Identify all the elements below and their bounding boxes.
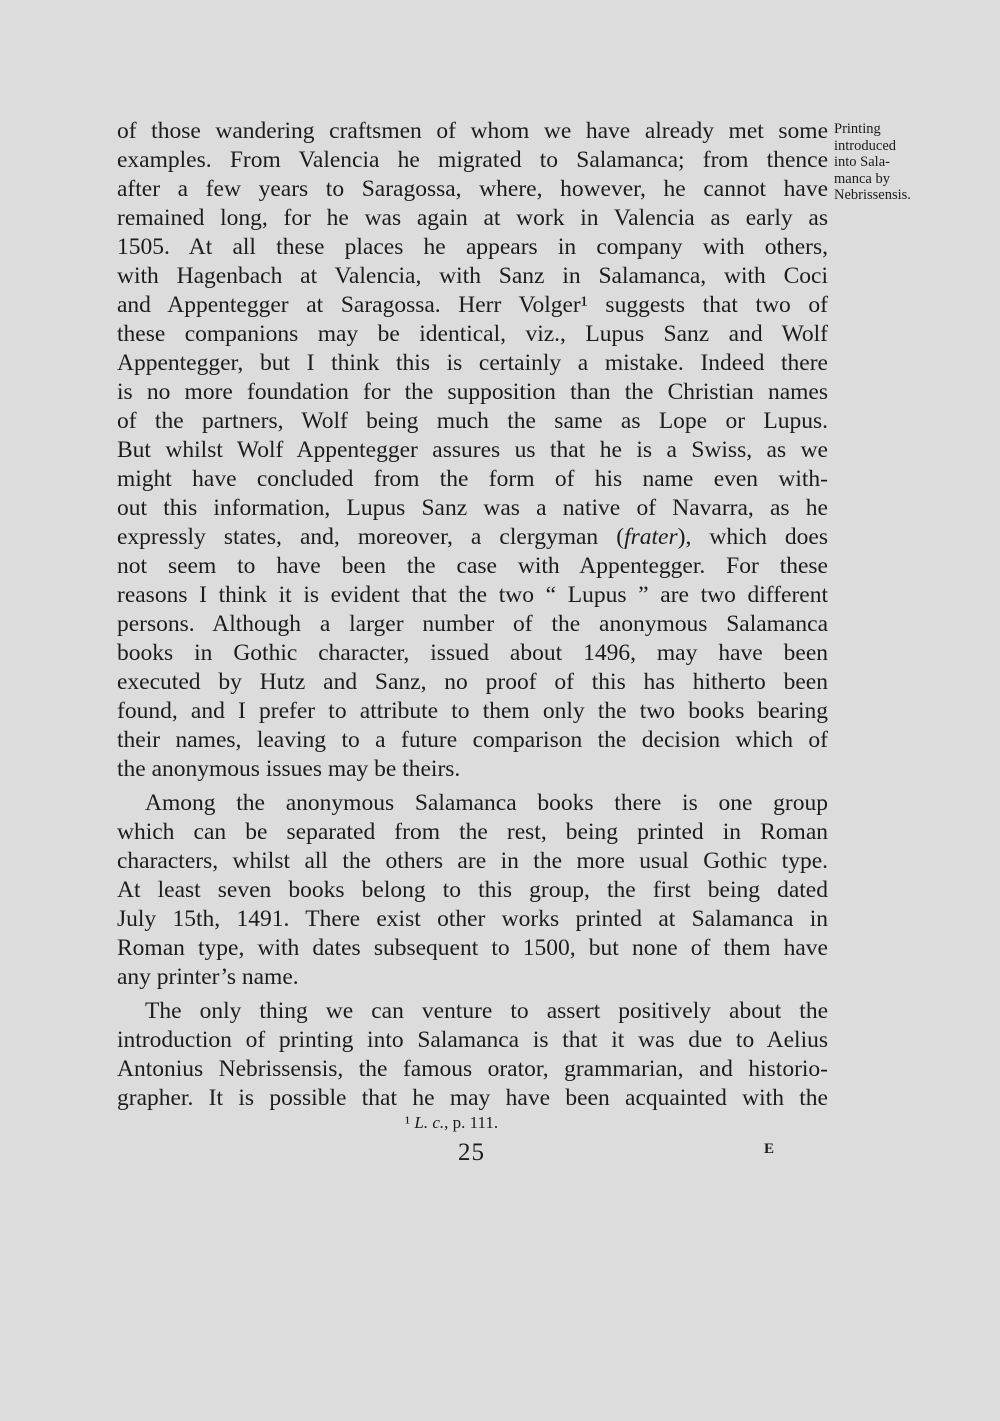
signature-mark: E bbox=[764, 1141, 775, 1157]
text-line: books in Gothic character, issued about 1496, may have been bbox=[117, 640, 828, 666]
text-line: not seem to have been the case with Appentegger. For these bbox=[117, 553, 828, 579]
text-line: their names, leaving to a future comparison the decision which of bbox=[117, 727, 828, 753]
text-line: At least seven books belong to this group, the first being dated bbox=[117, 877, 828, 903]
text-line: 1505. At all these places he appears in company with others, bbox=[117, 234, 828, 260]
text-line: out this information, Lupus Sanz was a native of Navarra, as he bbox=[117, 495, 828, 521]
text-line: introduction of printing into Salamanca is that it was due to Aelius bbox=[117, 1027, 828, 1053]
text-line: of the partners, Wolf being much the same as Lope or Lupus. bbox=[117, 408, 828, 434]
text-line: might have concluded from the form of his name even with- bbox=[117, 466, 828, 492]
text-line: grapher. It is possible that he may have been acquainted with the bbox=[117, 1085, 828, 1111]
text-line: these companions may be identical, viz., Lupus Sanz and Wolf bbox=[117, 321, 828, 347]
page-number: 25 bbox=[458, 1139, 485, 1166]
text-line: with Hagenbach at Valencia, with Sanz in Salamanca, with Coci bbox=[117, 263, 828, 289]
text-line: Roman type, with dates subsequent to 1500, but none of them have bbox=[117, 935, 828, 961]
text-line: which can be separated from the rest, being printed in Roman bbox=[117, 819, 828, 845]
footnote: ¹ L. c., p. 111. bbox=[405, 1113, 499, 1132]
text-line: Antonius Nebrissensis, the famous orator, grammarian, and historio- bbox=[117, 1056, 828, 1082]
text-line: July 15th, 1491. There exist other works printed at Salamanca in bbox=[117, 906, 828, 932]
margin-note-line: into Sala- bbox=[834, 154, 890, 170]
text-line: is no more foundation for the supposition than the Christian names bbox=[117, 379, 828, 405]
margin-note bbox=[834, 121, 984, 204]
text-line: of those wandering craftsmen of whom we have already met some bbox=[117, 118, 828, 144]
margin-note-line: introduced bbox=[834, 137, 897, 154]
text-line: Appentegger, but I think this is certainly a mistake. Indeed there bbox=[117, 350, 828, 376]
text-line: But whilst Wolf Appentegger assures us that he is a Swiss, as we bbox=[117, 437, 828, 463]
main-text-column bbox=[117, 117, 828, 1113]
text-line: the anonymous issues may be theirs. bbox=[117, 756, 461, 782]
margin-note-line: Printing bbox=[834, 121, 881, 137]
text-line: expressly states, and, moreover, a clergyman (frater), which does bbox=[117, 524, 828, 550]
text-line: any printer’s name. bbox=[117, 964, 299, 990]
text-line: reasons I think it is evident that the two “ Lupus ” are two different bbox=[117, 582, 828, 608]
text-line: Among the anonymous Salamanca books there is one group bbox=[145, 790, 828, 816]
text-line: remained long, for he was again at work in Valencia as early as bbox=[117, 205, 828, 231]
text-line: examples. From Valencia he migrated to Salamanca; from thence bbox=[117, 147, 828, 173]
text-line: characters, whilst all the others are in the more usual Gothic type. bbox=[117, 848, 828, 874]
text-line: The only thing we can venture to assert positively about the bbox=[145, 998, 828, 1024]
margin-note-line: manca by bbox=[834, 170, 890, 187]
text-line: after a few years to Saragossa, where, however, he cannot have bbox=[117, 176, 828, 202]
text-line: executed by Hutz and Sanz, no proof of this has hitherto been bbox=[117, 669, 828, 695]
text-line: and Appentegger at Saragossa. Herr Volger¹ suggests that two of bbox=[117, 292, 828, 318]
text-line: found, and I prefer to attribute to them only the two books bearing bbox=[117, 698, 828, 724]
text-line: persons. Although a larger number of the anonymous Salamanca bbox=[117, 611, 828, 637]
margin-note-line: Nebrissensis. bbox=[834, 187, 911, 203]
